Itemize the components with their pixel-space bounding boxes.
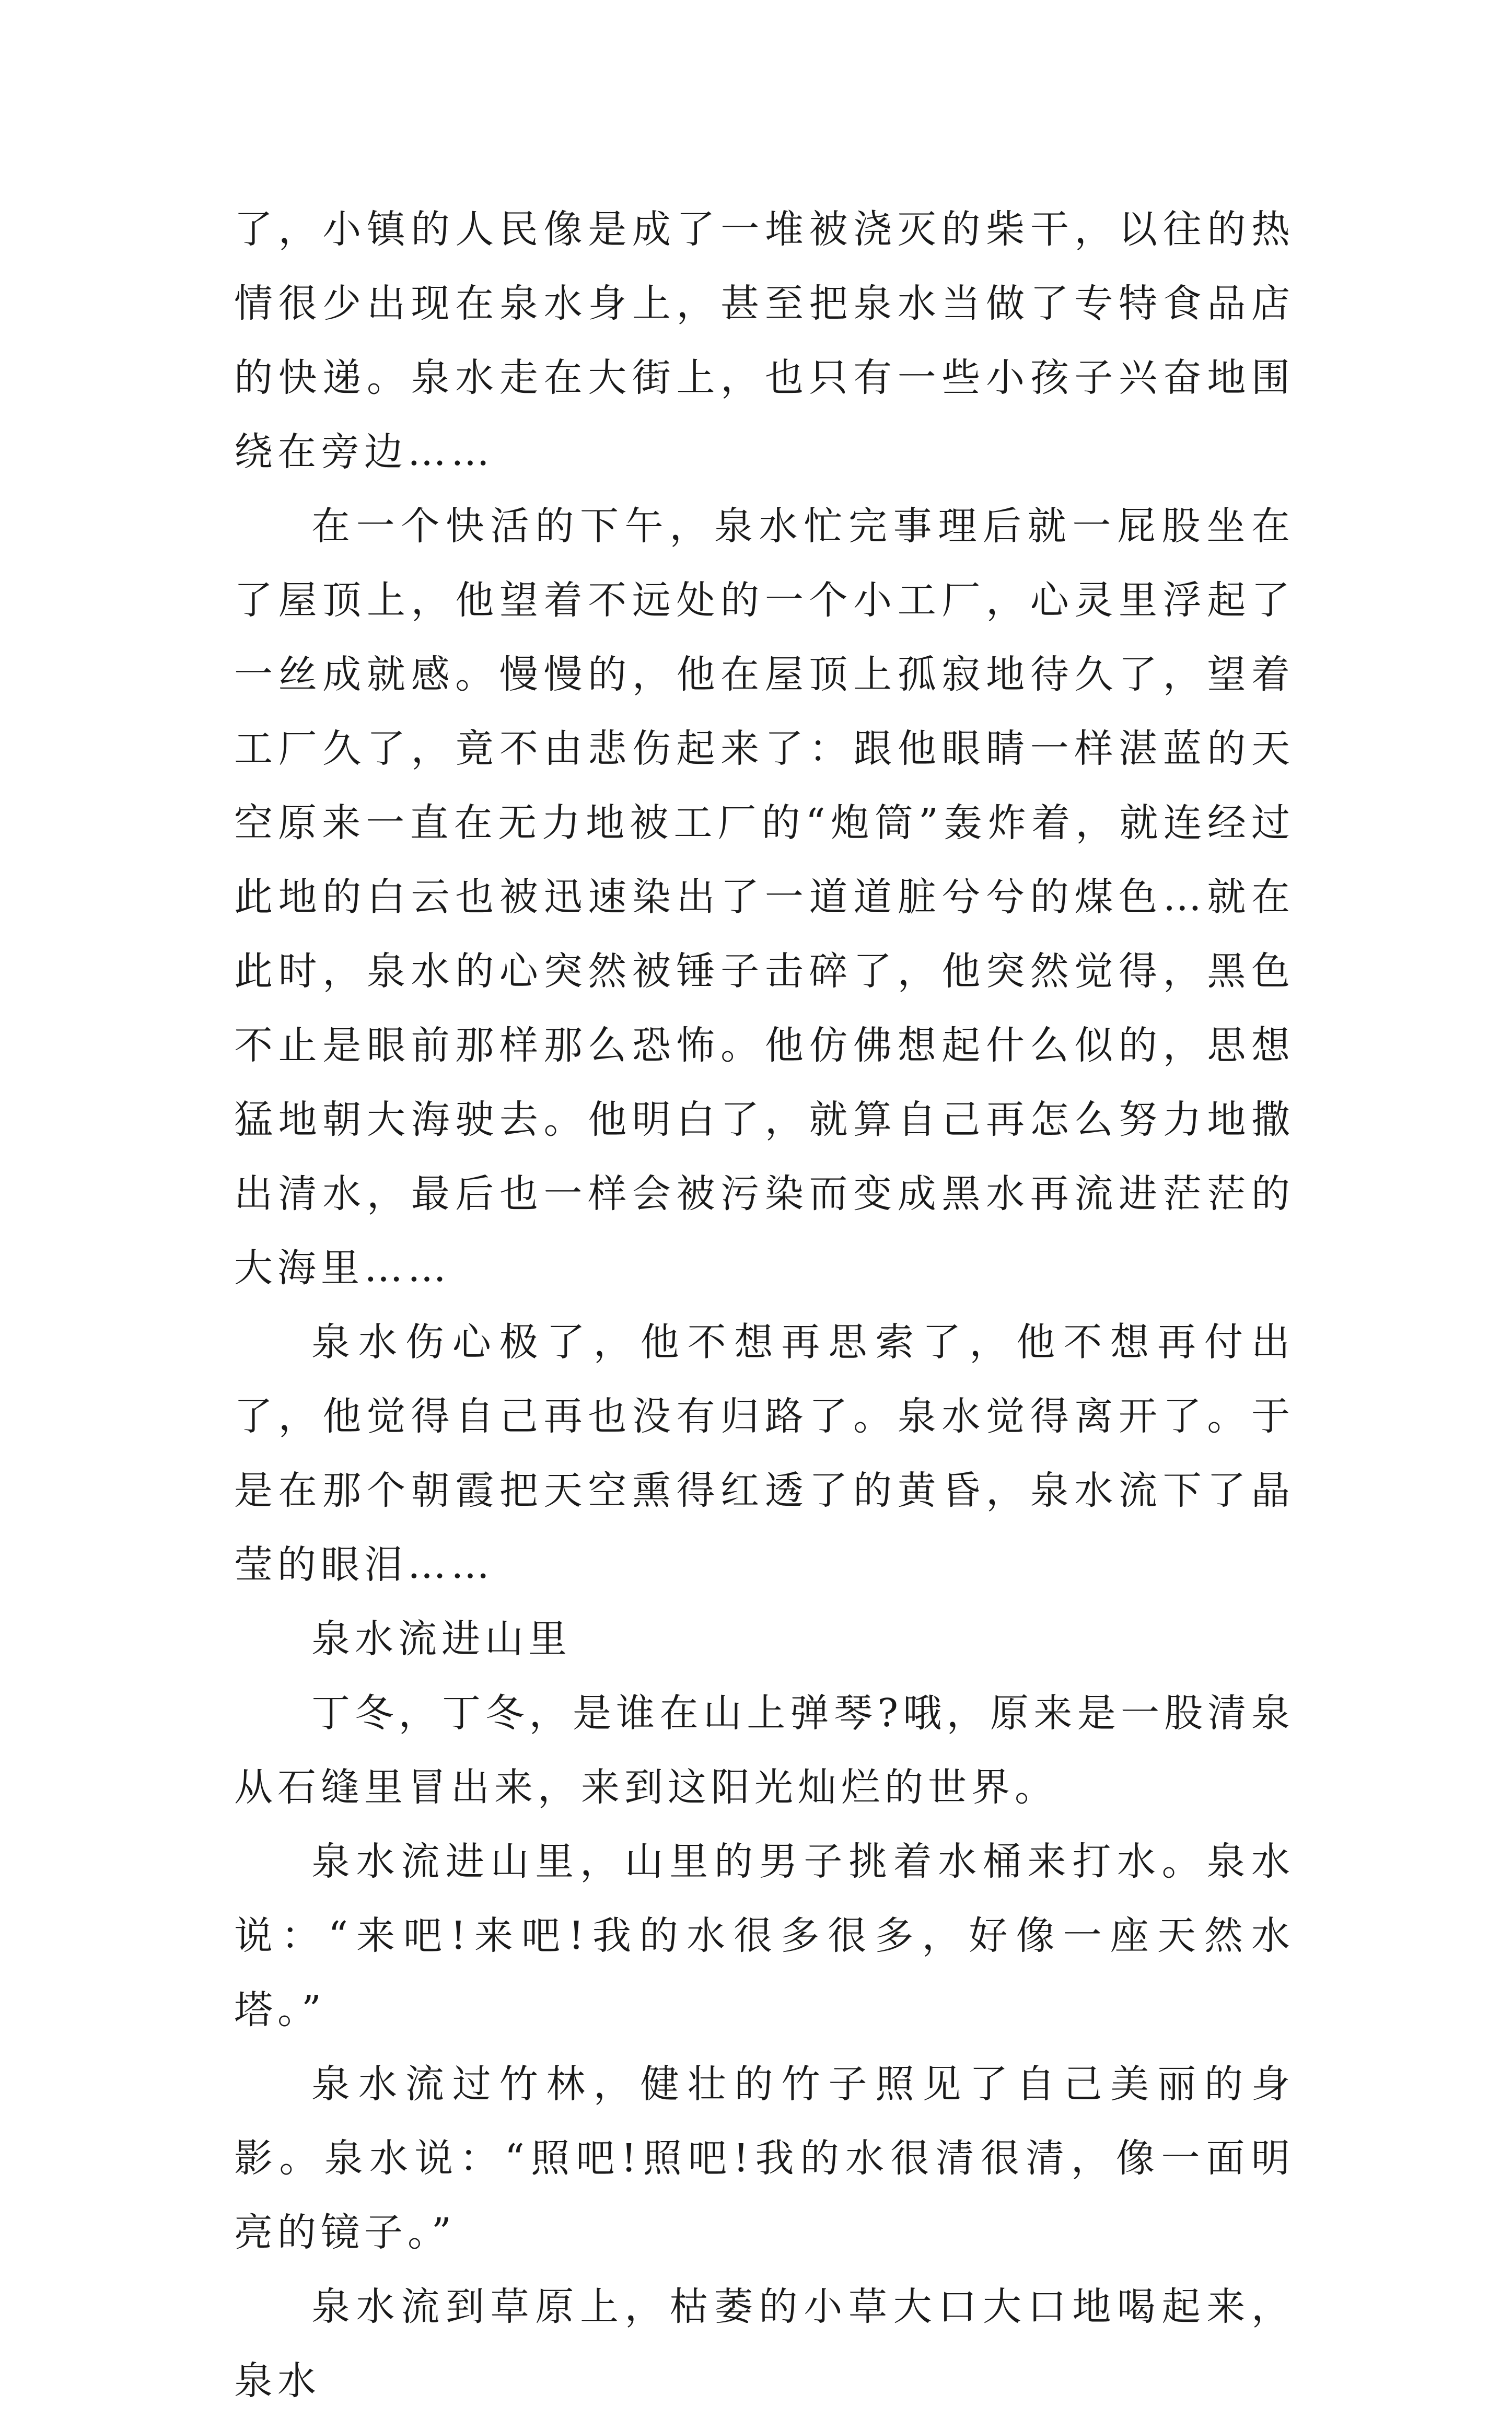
paragraph-3: 泉水伤心极了，他不想再思索了，他不想再付出了，他觉得自己再也没有归路了。泉水觉得离开了。于是在那个朝霞把天空熏得红透了的黄昏，泉水流下了晶莹的眼泪…… [234, 1320, 1295, 1587]
paragraph-4: 丁冬，丁冬，是谁在山上弹琴?哦，原来是一股清泉从石缝里冒出来，来到这阳光灿烂的世界。 [234, 1691, 1295, 1810]
paragraph-5: 泉水流进山里，山里的男子挑着水桶来打水。泉水说：“来吧!来吧!我的水很多很多，好像一座天然水塔。” [234, 1839, 1295, 2032]
section-heading: 泉水流进山里 [311, 1617, 572, 1661]
paragraph-1: 了，小镇的人民像是成了一堆被浇灭的柴干，以往的热情很少出现在泉水身上，甚至把泉水当做了专特食品店的快递。泉水走在大街上，也只有一些小孩子兴奋地围绕在旁边…… [234, 207, 1295, 474]
paragraph-6: 泉水流过竹林，健壮的竹子照见了自己美丽的身影。泉水说：“照吧!照吧!我的水很清很清，像一面明亮的镜子。” [234, 2062, 1295, 2255]
paragraph-2: 在一个快活的下午，泉水忙完事理后就一屁股坐在了屋顶上，他望着不远处的一个小工厂，心灵里浮起了一丝成就感。慢慢的，他在屋顶上孤寂地待久了，望着工厂久了，竟不由悲伤起来了：跟他眼睛一样湛蓝的天空原来一直在无力地被工厂的“炮筒”轰炸着，就连经过此地的白云也被迅速染出了一道道脏兮兮的煤色…就在此时，泉水的心突然被锤子击碎了，他突然觉得，黑色不止是眼前那样那么恐怖。他仿佛想起什么似的，思想猛地朝大海驶去。他明白了，就算自己再怎么努力地撒出清水，最后也一样会被污染而变成黑水再流进茫茫的大海里…… [234, 504, 1295, 1291]
paragraph-7: 泉水流到草原上，枯萎的小草大口大口地喝起来，泉水 [234, 2284, 1295, 2403]
document-body [234, 192, 1295, 2418]
